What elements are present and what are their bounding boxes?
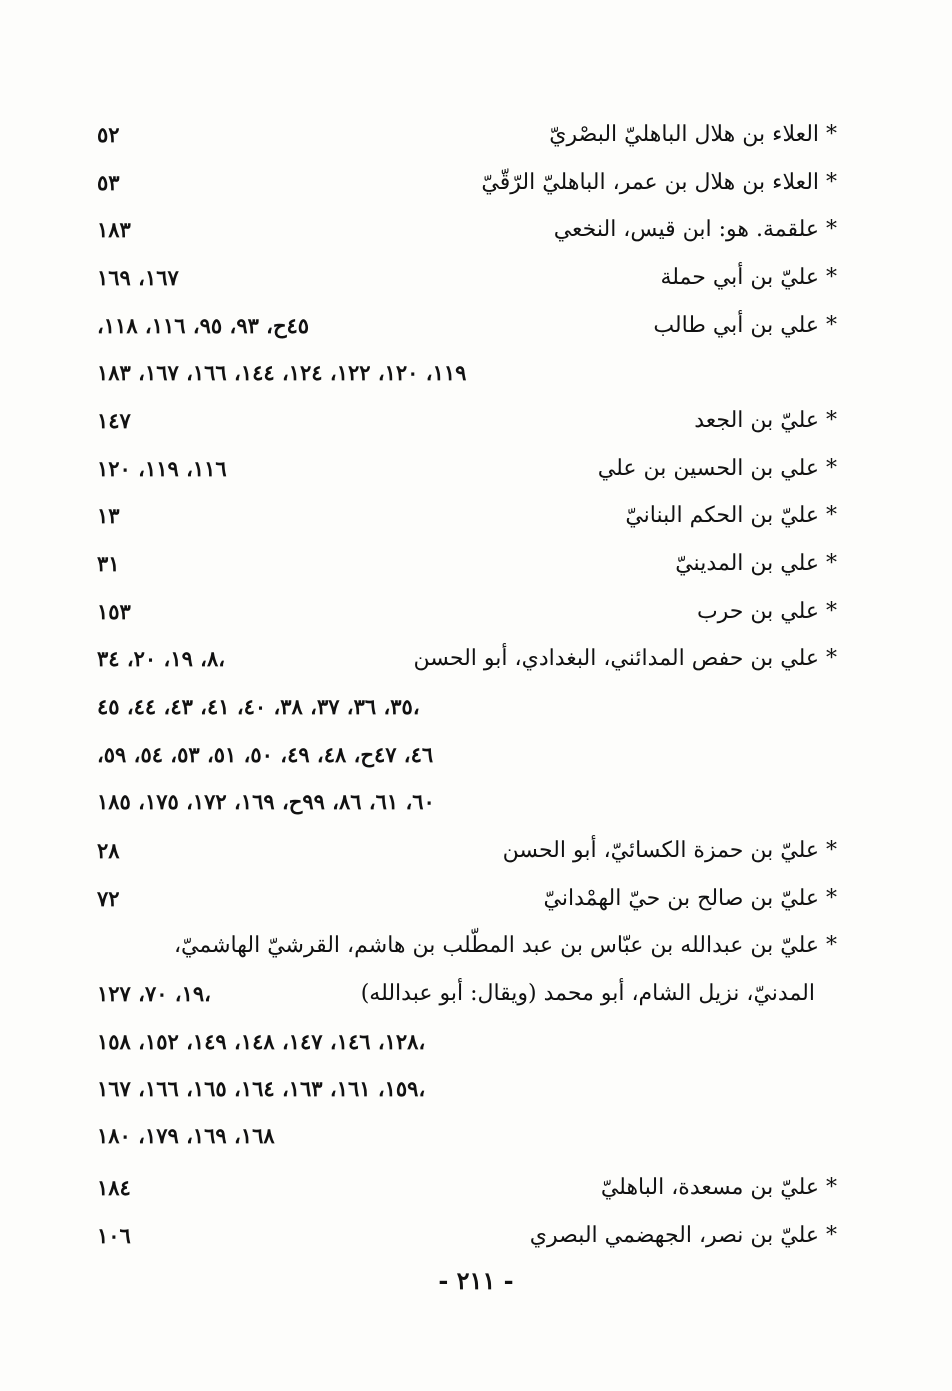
entry-pages: ١٨٣ [97, 217, 131, 242]
entry-name: * علقمة. هو: ابن قيس، النخعي [553, 217, 837, 242]
index-entry [97, 212, 837, 248]
entry-pages: ٥٢ [97, 122, 120, 147]
entry-pages: ٢٨ [97, 838, 120, 863]
entry-pages: ٦٠، ٦١، ٨٦، ٩٩ح، ١٦٩، ١٧٢، ١٧٥، ١٨٥ [97, 789, 435, 814]
index-entry [97, 403, 837, 439]
entry-pages: ١٤٧ [97, 408, 131, 433]
entry-pages: ٧٢ [97, 886, 120, 911]
index-entry-continuation [97, 689, 837, 725]
index-entry-continuation [97, 784, 837, 820]
entry-name: * عليّ بن أبي حملة [660, 265, 837, 290]
entry-name: * عليّ بن نصر، الجهضمي البصري [529, 1223, 837, 1248]
entry-pages: ١٥٩، ١٦١، ١٦٣، ١٦٤، ١٦٥، ١٦٦، ١٦٧، [97, 1076, 426, 1101]
entry-name: * علي بن حفص المدائني، البغدادي، أبو الحسن [413, 646, 837, 671]
entry-pages: ٤٥ح، ٩٣، ٩٥، ١١٦، ١١٨، [97, 313, 310, 338]
index-entry-continuation [97, 1024, 837, 1060]
index-entry [97, 1170, 837, 1206]
entry-pages: ١٨٤ [97, 1175, 131, 1200]
entry-name: * علي بن أبي طالب [653, 313, 837, 338]
entry-pages: ٤٦، ٤٧ح، ٤٨، ٤٩، ٥٠، ٥١، ٥٣، ٥٤، ٥٩، [97, 742, 434, 767]
index-entry [97, 451, 837, 487]
entry-pages: ١٠٦ [97, 1223, 131, 1248]
entry-pages: ١٣ [97, 503, 120, 528]
entry-name: * عليّ بن حمزة الكسائيّ، أبو الحسن [502, 838, 837, 863]
index-entry [97, 594, 837, 630]
entry-name: * العلاء بن هلال بن عمر، الباهليّ الرّقّيّ [481, 170, 837, 195]
entry-pages: ١٢٨، ١٤٦، ١٤٧، ١٤٨، ١٤٩، ١٥٢، ١٥٨، [97, 1029, 426, 1054]
entry-name: * عليّ بن مسعدة، الباهليّ [600, 1175, 837, 1200]
index-entry-continuation [97, 1118, 837, 1154]
index-entry [97, 165, 837, 201]
index-entry [97, 260, 837, 296]
index-entry-continuation [97, 355, 837, 391]
entry-name: المدنيّ، نزيل الشام، أبو محمد (ويقال: أبو عبدالله) [360, 981, 815, 1006]
index-entry [97, 546, 837, 582]
index-entry [97, 1218, 837, 1254]
entry-pages: ١١٩، ١٢٠، ١٢٢، ١٢٤، ١٤٤، ١٦٦، ١٦٧، ١٨٣ [97, 360, 467, 385]
index-entry [97, 833, 837, 869]
entry-pages: ١٥٣ [97, 599, 131, 624]
index-entry [97, 928, 837, 964]
entry-pages: ١٦٨، ١٦٩، ١٧٩، ١٨٠ [97, 1123, 275, 1148]
entry-pages: ١٩، ٧٠، ١٢٧، [97, 981, 211, 1006]
entry-name: * عليّ بن الجعد [694, 408, 837, 433]
entry-name: * علي بن الحسين بن علي [597, 456, 837, 481]
entry-pages: ٨، ١٩، ٢٠، ٣٤، [97, 646, 226, 671]
index-entry-continuation [97, 976, 837, 1012]
index-entry-continuation [97, 737, 837, 773]
index-entry [97, 117, 837, 153]
entry-name: * عليّ بن صالح بن حيّ الهمْدانيّ [543, 886, 837, 911]
index-entry [97, 881, 837, 917]
index-entry [97, 641, 837, 677]
entry-name: * علي بن حرب [696, 599, 837, 624]
page-number: - ٢١١ - [438, 1266, 514, 1295]
entry-name: * عليّ بن الحكم البنانيّ [625, 503, 837, 528]
entry-pages: ٣١ [97, 551, 120, 576]
index-entry-continuation [97, 1071, 837, 1107]
index-entry [97, 498, 837, 534]
entry-name: * عليّ بن عبدالله بن عبّاس بن عبد المطّلب بن هاشم، القرشيّ الهاشميّ، [173, 933, 837, 958]
entry-pages: ٣٥، ٣٦، ٣٧، ٣٨، ٤٠، ٤١، ٤٣، ٤٤، ٤٥، [97, 694, 420, 719]
index-entry [97, 308, 837, 344]
entry-pages: ١٦٧، ١٦٩ [97, 265, 179, 290]
entry-pages: ١١٦، ١١٩، ١٢٠ [97, 456, 227, 481]
entry-name: * العلاء بن هلال الباهليّ البصْريّ [549, 122, 837, 147]
entry-pages: ٥٣ [97, 170, 120, 195]
entry-name: * علي بن المدينيّ [675, 551, 837, 576]
